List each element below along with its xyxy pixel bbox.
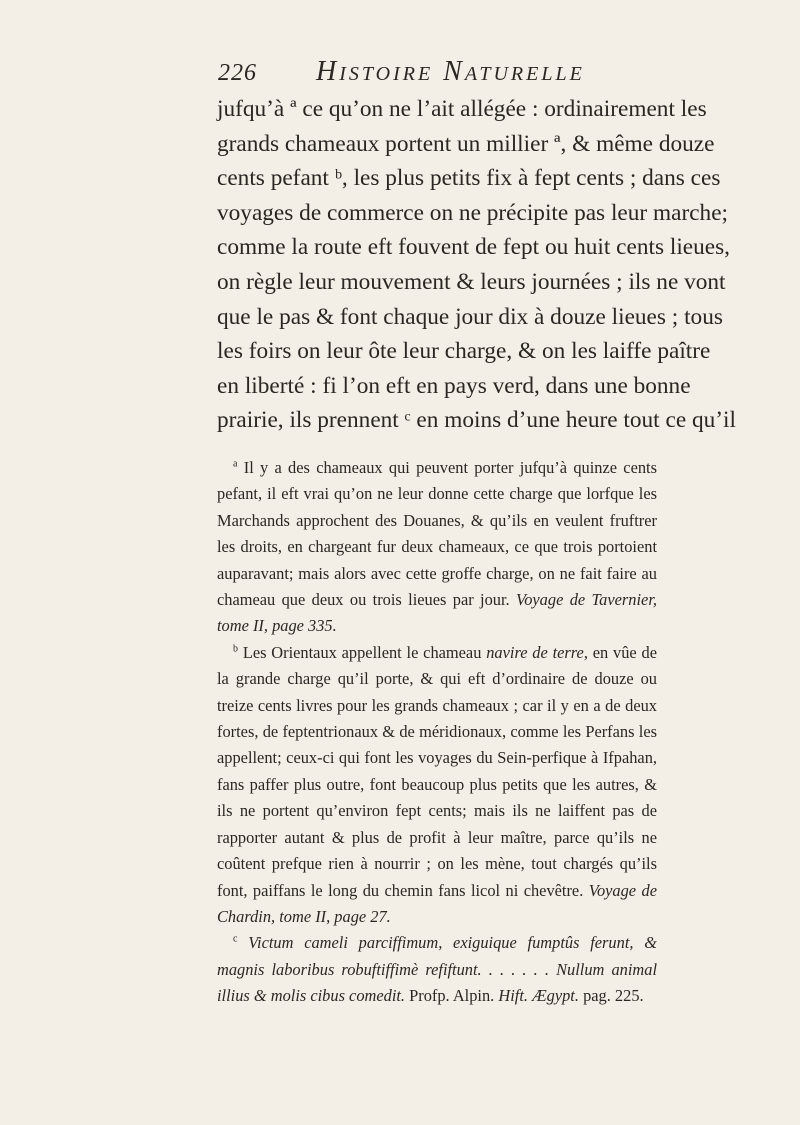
page-number: 226 <box>218 60 257 86</box>
footnote-text: Il y a des chameaux qui peuvent porter jufqu’à quinze cents pefant, il eft vrai qu’on ne leur donne cette charge que lorfque les Marchands approchent des Douanes, & qu’ils en veulent fruftrer les droits, en chargeant fur deux chameaux, ce que trois portoient auparavant; mais alors avec cette groffe charge, on ne fait faire au chameau que deux ou trois lieues par jour. <box>217 458 657 610</box>
footnote-italic: Victum cameli parciffimum, exiguique fumptûs ferunt, & magnis laboribus robuftiffimè refiftunt. . . . . . . Nullum animal illius & molis cibus comedit. <box>217 933 657 1006</box>
footnote-reference: Voyage de Chardin, tome II, page 27. <box>217 880 657 926</box>
footnote-text: Les Orientaux appellent le chameau <box>242 642 487 662</box>
footnotes <box>217 455 657 1010</box>
footnote-mark: c <box>233 933 238 945</box>
main-text <box>217 92 736 438</box>
footnote-mark: b <box>233 643 238 655</box>
text-line: prairie, ils prennent ᶜ en moins d’une heure tout ce qu’il <box>217 407 736 434</box>
footnote-mark: a <box>233 458 238 470</box>
text-line: en liberté : fi l’on eft en pays verd, dans une bonne <box>217 372 691 399</box>
text-line: on règle leur mouvement & leurs journées ; ils ne vont <box>217 268 726 295</box>
running-head: Histoire Naturelle <box>316 56 585 87</box>
footnote-reference: Voyage de Tavernier, tome II, page 335. <box>217 590 657 636</box>
footnote-text: pag. 225. <box>578 986 644 1006</box>
footnote-italic: navire de terre <box>486 642 584 662</box>
text-line: les foirs on leur ôte leur charge, & on les laiffe paître <box>217 338 711 365</box>
footnote-text: Profp. Alpin. <box>405 986 499 1006</box>
footnote-reference: Hift. Ægypt. <box>498 986 579 1006</box>
footnote-b <box>217 640 657 930</box>
text-line: jufqu’à ª ce qu’on ne l’ait allégée : ordinairement les <box>217 96 707 122</box>
text-line: cents pefant ᵇ, les plus petits fix à fept cents ; dans ces <box>217 165 721 192</box>
footnote-c <box>217 930 657 1009</box>
text-line: que le pas & font chaque jour dix à douze lieues ; tous <box>217 303 723 330</box>
text-line: grands chameaux portent un millier ª, & même douze <box>217 130 715 157</box>
page-header <box>218 56 656 96</box>
footnote-text: , en vûe de la grande charge qu’il porte, & qui eft d’ordinaire de douze ou treize cents livres pour les grands chameaux ; car il y en a de deux fortes, de feptentrionaux & de méridionaux, comme les Perfans les appellent; ceux-ci qui font les voyages du Sein-perfique à Ifpahan, fans paffer plus outre, font beaucoup plus petits que les autres, & ils ne portent qu’environ fept cents; mais ils ne laiffent pas de rapporter autant & plus de profit à leur maître, parce qu’ils ne coûtent prefque rien à nourrir ; on les mène, tout chargés qu’ils font, paiffans le long du chemin fans licol ni chevêtre. <box>217 642 657 900</box>
footnote-a <box>217 455 657 640</box>
text-line: comme la route eft fouvent de fept ou huit cents lieues, <box>217 234 731 261</box>
text-line: voyages de commerce on ne précipite pas leur marche; <box>217 199 729 226</box>
